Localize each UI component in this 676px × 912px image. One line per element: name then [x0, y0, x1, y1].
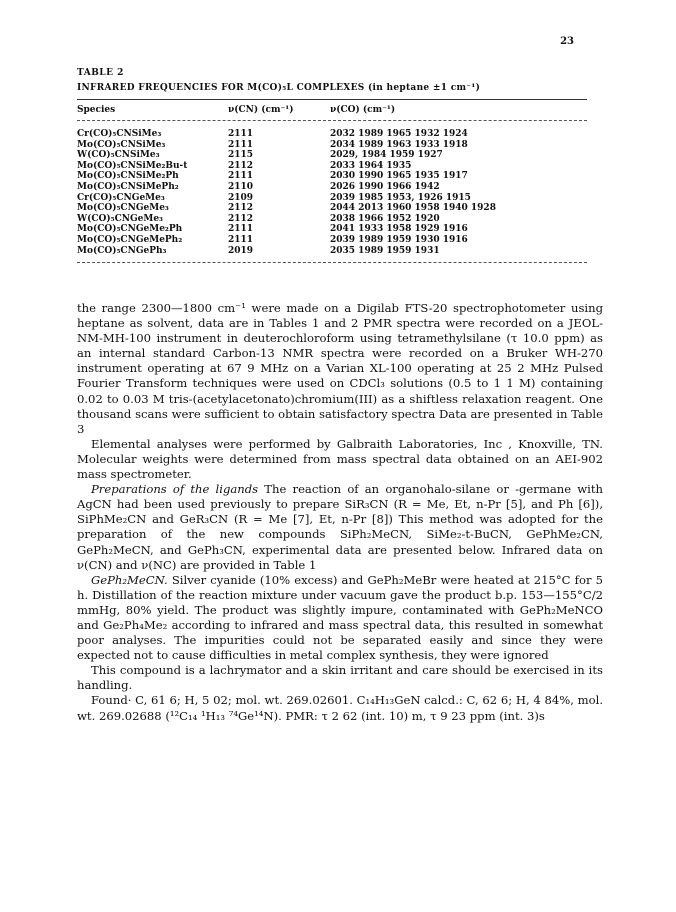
- cell-nu-cn: 2115: [228, 150, 254, 161]
- header-species: Species: [77, 105, 116, 115]
- cell-species: Mo(CO)₅CNSiMe₃: [77, 139, 166, 150]
- table-header-rule: [77, 120, 587, 121]
- paragraph-p5: [77, 663, 603, 693]
- paragraph-text: Found· C, 61 6; H, 5 02; mol. wt. 269.02601. C₁₄H₁₃GeN calcd.: C, 62 6; H, 4 84%, mol. wt. 269.02688 (¹²C₁₄ ¹H₁₃ ⁷⁴Ge¹⁴N). PMR: τ 2 62 (int. 10) m, τ 9 23 ppm (int. 3)s: [77, 693, 603, 723]
- table-row: [77, 193, 587, 204]
- cell-nu-co: 2033 1964 1935: [330, 160, 412, 171]
- cell-species: W(CO)₅CNSiMe₃: [77, 150, 160, 161]
- cell-nu-cn: 2109: [228, 192, 254, 203]
- cell-nu-cn: 2111: [228, 129, 254, 139]
- paragraph-text: Silver cyanide (10% excess) and GePh₂MeBr were heated at 215°C for 5 h. Distillation of the reaction mixture under vacuum gave the product b.p. 153—155°C/2 mmHg, 80% yield. The product was slightly impure, contaminated with GePh₂MeNCO and Ge₂Ph₄Me₂ according to infrared and mass spectral data, this resulted in somewhat poor analyses. The impurities could not be separated easily and since they were expected not to cause difficulties in metal complex synthesis, they were ignored: [77, 572, 603, 663]
- cell-nu-cn: 2112: [228, 213, 254, 224]
- table-row: [77, 224, 587, 235]
- cell-nu-co: 2039 1989 1959 1930 1916: [330, 234, 468, 245]
- ir-table-block: [77, 68, 587, 263]
- table-row: [77, 235, 587, 246]
- body-text: [77, 301, 603, 724]
- table-row: [77, 246, 587, 257]
- paragraph-heading: GePh₂MeCN.: [91, 572, 168, 587]
- cell-nu-cn: 2111: [228, 171, 254, 182]
- cell-nu-co: 2029, 1984 1959 1927: [330, 150, 443, 161]
- paragraph-heading: Preparations of the ligands: [91, 482, 259, 497]
- cell-nu-cn: 2019: [228, 245, 254, 256]
- paragraph-p2: [77, 437, 603, 482]
- table-row: [77, 150, 587, 161]
- table-top-rule: [77, 99, 587, 100]
- cell-species: Mo(CO)₅CNSiMePh₂: [77, 181, 179, 192]
- cell-nu-cn: 2111: [228, 139, 254, 150]
- cell-species: W(CO)₅CNGeMe₃: [77, 213, 164, 224]
- cell-species: Cr(CO)₅CNSiMe₃: [77, 129, 162, 139]
- cell-nu-cn: 2112: [228, 203, 254, 214]
- cell-nu-co: 2032 1989 1965 1932 1924: [330, 129, 468, 139]
- cell-nu-co: 2039 1985 1953, 1926 1915: [330, 192, 471, 203]
- table-body: [77, 129, 587, 256]
- cell-nu-co: 2038 1966 1952 1920: [330, 213, 440, 224]
- table-row: [77, 140, 587, 151]
- cell-species: Mo(CO)₅CNGePh₃: [77, 245, 167, 256]
- cell-nu-co: 2041 1933 1958 1929 1916: [330, 224, 468, 235]
- header-nu-cn: ν(CN) (cm⁻¹): [228, 105, 294, 115]
- cell-species: Mo(CO)₅CNSiMe₂Ph: [77, 171, 179, 182]
- cell-nu-cn: 2112: [228, 160, 254, 171]
- table-row: [77, 129, 587, 140]
- table-title: INFRARED FREQUENCIES FOR M(CO)₅L COMPLEXES (in heptane ±1 cm⁻¹): [77, 83, 481, 93]
- paragraph-p4: [77, 573, 603, 664]
- table-row: [77, 161, 587, 172]
- paragraph-text: This compound is a lachrymator and a skin irritant and care should be exercised in its handling.: [77, 663, 603, 693]
- table-row: [77, 203, 587, 214]
- cell-nu-co: 2044 2013 1960 1958 1940 1928: [330, 203, 496, 214]
- table-bottom-rule: [77, 262, 587, 263]
- table-row: [77, 214, 587, 225]
- paragraph-text: the range 2300—1800 cm⁻¹ were made on a Digilab FTS-20 spectrophotometer using heptane as solvent, data are in Tables 1 and 2 PMR spectra were recorded on a JEOL-NM-MH-100 instrument in deuterochloroform using tetramethylsilane (τ 10.0 ppm) as an internal standard Carbon-13 NMR spectra were recorded on a Bruker WH-270 instrument operating at 67 9 MHz on a Varian XL-100 operating at 25 2 MHz Pulsed Fourier Transform techniques were used on CDCl₃ solutions (0.5 to 1 1 M) containing 0.02 to 0.03 M tris-(acetylacetonato)chromium(III) as a shiftless relaxation reagent. One thousand scans were sufficient to obtain satisfactory spectra Data are presented in Table 3: [77, 301, 603, 436]
- cell-species: Cr(CO)₅CNGeMe₃: [77, 192, 165, 203]
- cell-nu-co: 2026 1990 1966 1942: [330, 181, 440, 192]
- table-label: TABLE 2: [77, 68, 124, 78]
- table-header-row: [77, 105, 587, 115]
- paragraph-p1: [77, 301, 603, 437]
- cell-nu-co: 2035 1989 1959 1931: [330, 245, 440, 256]
- paragraph-text: The reaction of an organohalo-silane or -germane with AgCN had been used previously to prepare SiR₃CN (R = Me, Et, n-Pr [5], and Ph [6]), SiPhMe₂CN and GeR₃CN (R = Me [7], Et, n-Pr [8]) This method was adopted for the preparation of the new compounds SiPh₂MeCN, SiMe₂-t-BuCN, GePhMe₂CN, GePh₂MeCN, and GePh₃CN, experimental data are presented below. Infrared data on ν(CN) and ν(NC) are provided in Table 1: [77, 482, 603, 572]
- table-row: [77, 171, 587, 182]
- cell-species: Mo(CO)₅CNGeMe₃: [77, 203, 169, 214]
- paragraph-text: Elemental analyses were performed by Galbraith Laboratories, Inc , Knoxville, TN. Molecular weights were determined from mass spectral data obtained on an AEI-902 mass spectrometer.: [77, 436, 603, 482]
- paragraph-p6: [77, 693, 603, 723]
- paragraph-p3: [77, 482, 603, 573]
- cell-nu-co: 2034 1989 1963 1933 1918: [330, 139, 468, 150]
- ir-frequency-table: [77, 105, 587, 256]
- header-nu-co: ν(CO) (cm⁻¹): [330, 105, 396, 115]
- cell-nu-co: 2030 1990 1965 1935 1917: [330, 171, 468, 182]
- page-number: 23: [560, 36, 574, 47]
- cell-species: Mo(CO)₅CNGeMePh₂: [77, 234, 183, 245]
- cell-species: Mo(CO)₅CNSiMe₂Bu-t: [77, 160, 188, 171]
- cell-species: Mo(CO)₅CNGeMe₂Ph: [77, 224, 183, 235]
- cell-nu-cn: 2111: [228, 234, 254, 245]
- cell-nu-cn: 2111: [228, 224, 254, 235]
- table-row: [77, 182, 587, 193]
- cell-nu-cn: 2110: [228, 181, 254, 192]
